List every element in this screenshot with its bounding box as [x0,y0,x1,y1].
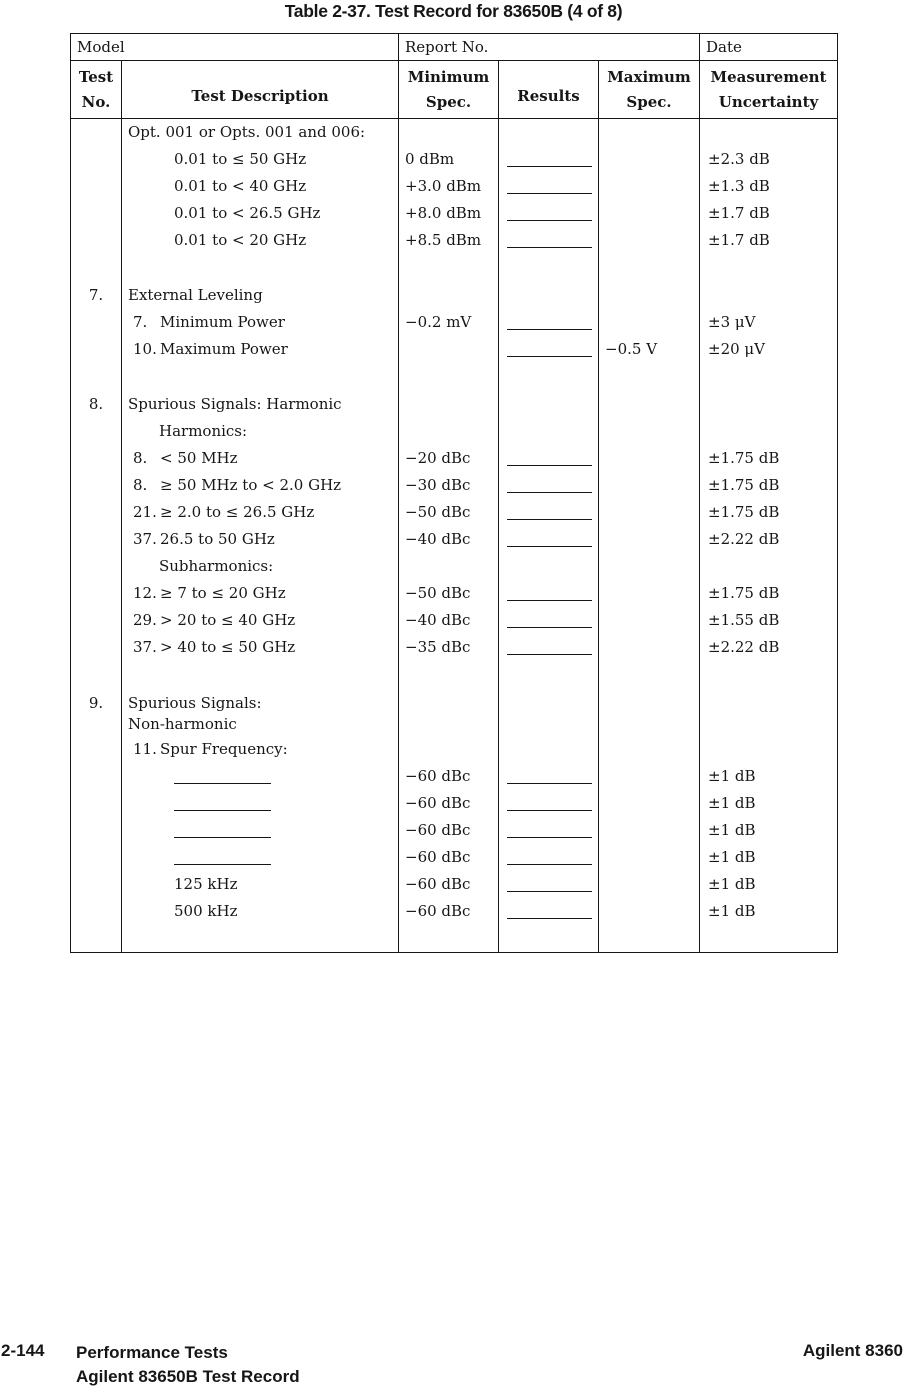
results-cell [498,898,598,925]
minimum-spec-cell: −60 dBc [398,898,498,925]
description-blank-line [174,817,271,838]
description-cell [121,580,398,607]
table-row [71,282,837,309]
table-row [71,763,837,790]
results-cell [498,580,598,607]
maximum-spec-cell [598,499,699,526]
sub-test-number: 11. [133,740,157,758]
uncertainty-cell [699,119,837,146]
results-blank-line [507,607,592,628]
results-cell [498,736,598,763]
maximum-spec-cell [598,634,699,661]
results-blank-line [507,580,592,601]
maximum-spec-cell [598,817,699,844]
uncertainty-cell: ±2.22 dB [699,634,837,661]
results-blank-line [507,227,592,248]
spacer-row [71,661,837,689]
sub-test-number: 37. [133,530,157,548]
sub-test-number: 37. [133,638,157,656]
description-blank-line [174,763,271,784]
test-no-cell [71,363,121,391]
maximum-spec-cell [598,391,699,418]
description-cell: Harmonics: [121,418,398,445]
table-row [71,553,837,580]
description-text-line2: Non-harmonic [128,715,237,733]
uncertainty-cell: ±1 dB [699,790,837,817]
test-no-cell [71,146,121,173]
maximum-spec-cell [598,254,699,282]
column-header-test-description: Test Description [121,61,398,118]
maximum-spec-cell [598,472,699,499]
minimum-spec-cell: −40 dBc [398,526,498,553]
maximum-spec-cell: −0.5 V [598,336,699,363]
column-header-test-no: Test No. [78,68,114,111]
description-text: 26.5 to 50 GHz [160,530,275,548]
minimum-spec-cell: 0 dBm [398,146,498,173]
table-row [71,634,837,661]
results-blank-line [507,146,592,167]
uncertainty-cell: ±1.7 dB [699,227,837,254]
uncertainty-cell [699,418,837,445]
table-row [71,309,837,336]
test-no-cell: 8. [88,395,104,413]
test-no-cell: 9. [88,694,104,712]
minimum-spec-cell [398,282,498,309]
test-no-cell [71,445,121,472]
uncertainty-cell: ±1.55 dB [699,607,837,634]
table-row [71,817,837,844]
spacer-row [71,925,837,952]
test-no-cell [71,925,121,952]
description-cell [121,817,398,844]
uncertainty-cell: ±1.75 dB [699,499,837,526]
minimum-spec-cell [398,391,498,418]
table-row [71,526,837,553]
test-no-cell [71,607,121,634]
results-cell [498,254,598,282]
minimum-spec-cell: −0.2 mV [398,309,498,336]
test-no-cell [71,763,121,790]
test-no-cell [71,790,121,817]
maximum-spec-cell [598,607,699,634]
results-cell [498,391,598,418]
minimum-spec-cell [398,363,498,391]
results-blank-line [507,817,592,838]
results-cell [498,607,598,634]
maximum-spec-cell [598,925,699,952]
description-text: ≥ 50 MHz to < 2.0 GHz [160,476,342,494]
table-row [71,472,837,499]
date-label: Date [699,34,837,60]
description-text: Minimum Power [160,313,285,331]
table-body [71,119,837,952]
uncertainty-cell: ±1 dB [699,817,837,844]
maximum-spec-cell [598,363,699,391]
sub-test-number: 8. [133,476,148,494]
table-row [71,391,837,418]
sub-test-number: 10. [133,340,157,358]
minimum-spec-cell: −60 dBc [398,817,498,844]
results-cell [498,282,598,309]
table-row [71,898,837,925]
minimum-spec-cell: −60 dBc [398,790,498,817]
results-blank-line [507,790,592,811]
minimum-spec-cell: −60 dBc [398,763,498,790]
description-cell [121,526,398,553]
table-row [71,119,837,146]
results-cell [498,763,598,790]
table-row [71,418,837,445]
description-cell [121,472,398,499]
minimum-spec-cell [398,418,498,445]
test-no-cell [71,553,121,580]
maximum-spec-cell [598,736,699,763]
description-cell: Spurious Signals: Harmonic [121,391,398,418]
results-blank-line [507,445,592,466]
uncertainty-cell [699,363,837,391]
maximum-spec-cell [598,763,699,790]
description-cell [121,254,398,282]
test-no-cell [71,173,121,200]
uncertainty-cell [699,254,837,282]
minimum-spec-cell: −35 dBc [398,634,498,661]
sub-test-number: 7. [133,313,148,331]
results-cell [498,227,598,254]
description-text: Spurious Signals: [128,694,262,712]
uncertainty-cell: ±1 dB [699,763,837,790]
description-cell [121,499,398,526]
table-header-row [71,61,837,119]
description-cell [121,309,398,336]
column-header-measurement-uncertainty: Measurement Uncertainty [699,61,837,118]
column-header-results: Results [498,61,598,118]
description-text: > 40 to ≤ 50 GHz [160,638,296,656]
maximum-spec-cell [598,227,699,254]
minimum-spec-cell [398,661,498,689]
results-cell [498,146,598,173]
table-row [71,200,837,227]
results-cell [498,336,598,363]
minimum-spec-cell [398,336,498,363]
maximum-spec-cell [598,871,699,898]
description-text: Spur Frequency: [160,740,288,758]
results-blank-line [507,526,592,547]
description-text: > 20 to ≤ 40 GHz [160,611,296,629]
description-blank-line [174,790,271,811]
column-header-maximum-spec: Maximum Spec. [598,61,699,118]
results-blank-line [507,499,592,520]
results-blank-line [507,844,592,865]
footer-section-title: Performance Tests [76,1343,228,1362]
description-cell [121,844,398,871]
column-header-minimum-spec: Minimum Spec. [398,61,498,118]
description-cell [121,661,398,689]
footer-product-name: Agilent 8360 [802,1341,903,1360]
uncertainty-cell: ±1.75 dB [699,580,837,607]
maximum-spec-cell [598,661,699,689]
description-cell [121,736,398,763]
uncertainty-cell [699,689,837,736]
results-blank-line [507,898,592,919]
test-no-cell [71,661,121,689]
table-row [71,227,837,254]
uncertainty-cell: ±1.75 dB [699,445,837,472]
maximum-spec-cell [598,844,699,871]
results-cell [498,363,598,391]
description-blank-line [174,844,271,865]
test-no-cell [71,844,121,871]
uncertainty-cell: ±2.3 dB [699,146,837,173]
footer-page-number: 2-144 [1,1341,45,1360]
description-cell [121,634,398,661]
minimum-spec-cell: −40 dBc [398,607,498,634]
maximum-spec-cell [598,553,699,580]
description-cell [121,607,398,634]
description-cell [121,689,398,736]
description-cell: External Leveling [121,282,398,309]
results-cell [498,925,598,952]
uncertainty-cell: ±1 dB [699,871,837,898]
test-no-cell [71,227,121,254]
maximum-spec-cell [598,146,699,173]
results-cell [498,418,598,445]
table-row [71,173,837,200]
maximum-spec-cell [598,898,699,925]
maximum-spec-cell [598,173,699,200]
maximum-spec-cell [598,282,699,309]
table-row [71,146,837,173]
uncertainty-cell [699,282,837,309]
test-no-cell [71,309,121,336]
uncertainty-cell: ±1.75 dB [699,472,837,499]
description-cell [121,336,398,363]
results-blank-line [507,173,592,194]
results-blank-line [507,763,592,784]
description-cell [121,363,398,391]
minimum-spec-cell: −50 dBc [398,580,498,607]
test-no-cell [71,254,121,282]
table-row [71,499,837,526]
description-cell [121,925,398,952]
minimum-spec-cell: −60 dBc [398,871,498,898]
minimum-spec-cell [398,553,498,580]
test-no-cell [71,472,121,499]
footer-document-title: Agilent 83650B Test Record [76,1367,300,1386]
uncertainty-cell [699,736,837,763]
test-no-cell [71,336,121,363]
minimum-spec-cell: −60 dBc [398,844,498,871]
uncertainty-cell [699,925,837,952]
results-cell [498,553,598,580]
uncertainty-cell: ±20 μV [699,336,837,363]
spacer-row [71,363,837,391]
description-cell: 0.01 to < 40 GHz [121,173,398,200]
results-cell [498,661,598,689]
test-no-cell [71,871,121,898]
table-row [71,790,837,817]
results-cell [498,119,598,146]
minimum-spec-cell [398,119,498,146]
results-cell [498,634,598,661]
table-row [71,580,837,607]
results-cell [498,844,598,871]
sub-test-number: 12. [133,584,157,602]
description-cell [121,445,398,472]
uncertainty-cell: ±1.7 dB [699,200,837,227]
maximum-spec-cell [598,418,699,445]
table-row [71,445,837,472]
footer-left-text [76,1341,300,1389]
results-blank-line [507,200,592,221]
description-text: ≥ 2.0 to ≤ 26.5 GHz [160,503,315,521]
uncertainty-cell [699,661,837,689]
minimum-spec-cell: +3.0 dBm [398,173,498,200]
results-cell [498,790,598,817]
maximum-spec-cell [598,689,699,736]
model-label: Model [77,38,125,56]
results-blank-line [507,309,592,330]
test-no-cell [71,499,121,526]
test-no-cell [71,634,121,661]
results-cell [498,173,598,200]
sub-test-number: 21. [133,503,157,521]
test-no-cell [71,200,121,227]
minimum-spec-cell: −20 dBc [398,445,498,472]
table-info-row [71,34,837,61]
description-cell [121,763,398,790]
test-record-table [70,33,838,953]
results-cell [498,445,598,472]
description-cell: 125 kHz [121,871,398,898]
test-no-cell [71,119,121,146]
minimum-spec-cell [398,925,498,952]
table-row [71,336,837,363]
uncertainty-cell: ±3 μV [699,309,837,336]
table-row [71,607,837,634]
results-cell [498,200,598,227]
results-cell [498,309,598,336]
uncertainty-cell [699,391,837,418]
sub-test-number: 8. [133,449,148,467]
description-cell: Subharmonics: [121,553,398,580]
results-cell [498,526,598,553]
results-cell [498,817,598,844]
uncertainty-cell: ±2.22 dB [699,526,837,553]
maximum-spec-cell [598,790,699,817]
minimum-spec-cell: −50 dBc [398,499,498,526]
maximum-spec-cell [598,119,699,146]
page-title: Table 2-37. Test Record for 83650B (4 of 8) [284,1,623,21]
test-no-cell [71,418,121,445]
sub-test-number: 29. [133,611,157,629]
spacer-row [71,254,837,282]
description-cell: 0.01 to ≤ 50 GHz [121,146,398,173]
description-cell: Opt. 001 or Opts. 001 and 006: [121,119,398,146]
uncertainty-cell: ±1 dB [699,898,837,925]
description-cell [121,790,398,817]
results-blank-line [507,871,592,892]
table-row [71,844,837,871]
minimum-spec-cell [398,254,498,282]
results-cell [498,689,598,736]
table-row [71,736,837,763]
uncertainty-cell: ±1.3 dB [699,173,837,200]
results-blank-line [507,336,592,357]
description-cell: 0.01 to < 20 GHz [121,227,398,254]
test-no-cell [71,898,121,925]
description-cell: 500 kHz [121,898,398,925]
table-row [71,689,837,736]
maximum-spec-cell [598,580,699,607]
minimum-spec-cell: −30 dBc [398,472,498,499]
results-cell [498,472,598,499]
description-text: Maximum Power [160,340,288,358]
minimum-spec-cell: +8.5 dBm [398,227,498,254]
description-text: < 50 MHz [160,449,238,467]
report-no-label: Report No. [398,34,699,60]
uncertainty-cell: ±1 dB [699,844,837,871]
uncertainty-cell [699,553,837,580]
maximum-spec-cell [598,445,699,472]
description-cell: 0.01 to < 26.5 GHz [121,200,398,227]
test-no-cell [71,736,121,763]
results-cell [498,871,598,898]
test-no-cell [71,526,121,553]
results-cell [498,499,598,526]
minimum-spec-cell: +8.0 dBm [398,200,498,227]
maximum-spec-cell [598,526,699,553]
description-text: ≥ 7 to ≤ 20 GHz [160,584,286,602]
results-blank-line [507,472,592,493]
test-no-cell [71,817,121,844]
page-footer [0,1341,905,1387]
minimum-spec-cell [398,736,498,763]
minimum-spec-cell [398,689,498,736]
maximum-spec-cell [598,309,699,336]
maximum-spec-cell [598,200,699,227]
test-no-cell: 7. [88,286,104,304]
table-row [71,871,837,898]
results-blank-line [507,634,592,655]
test-no-cell [71,580,121,607]
